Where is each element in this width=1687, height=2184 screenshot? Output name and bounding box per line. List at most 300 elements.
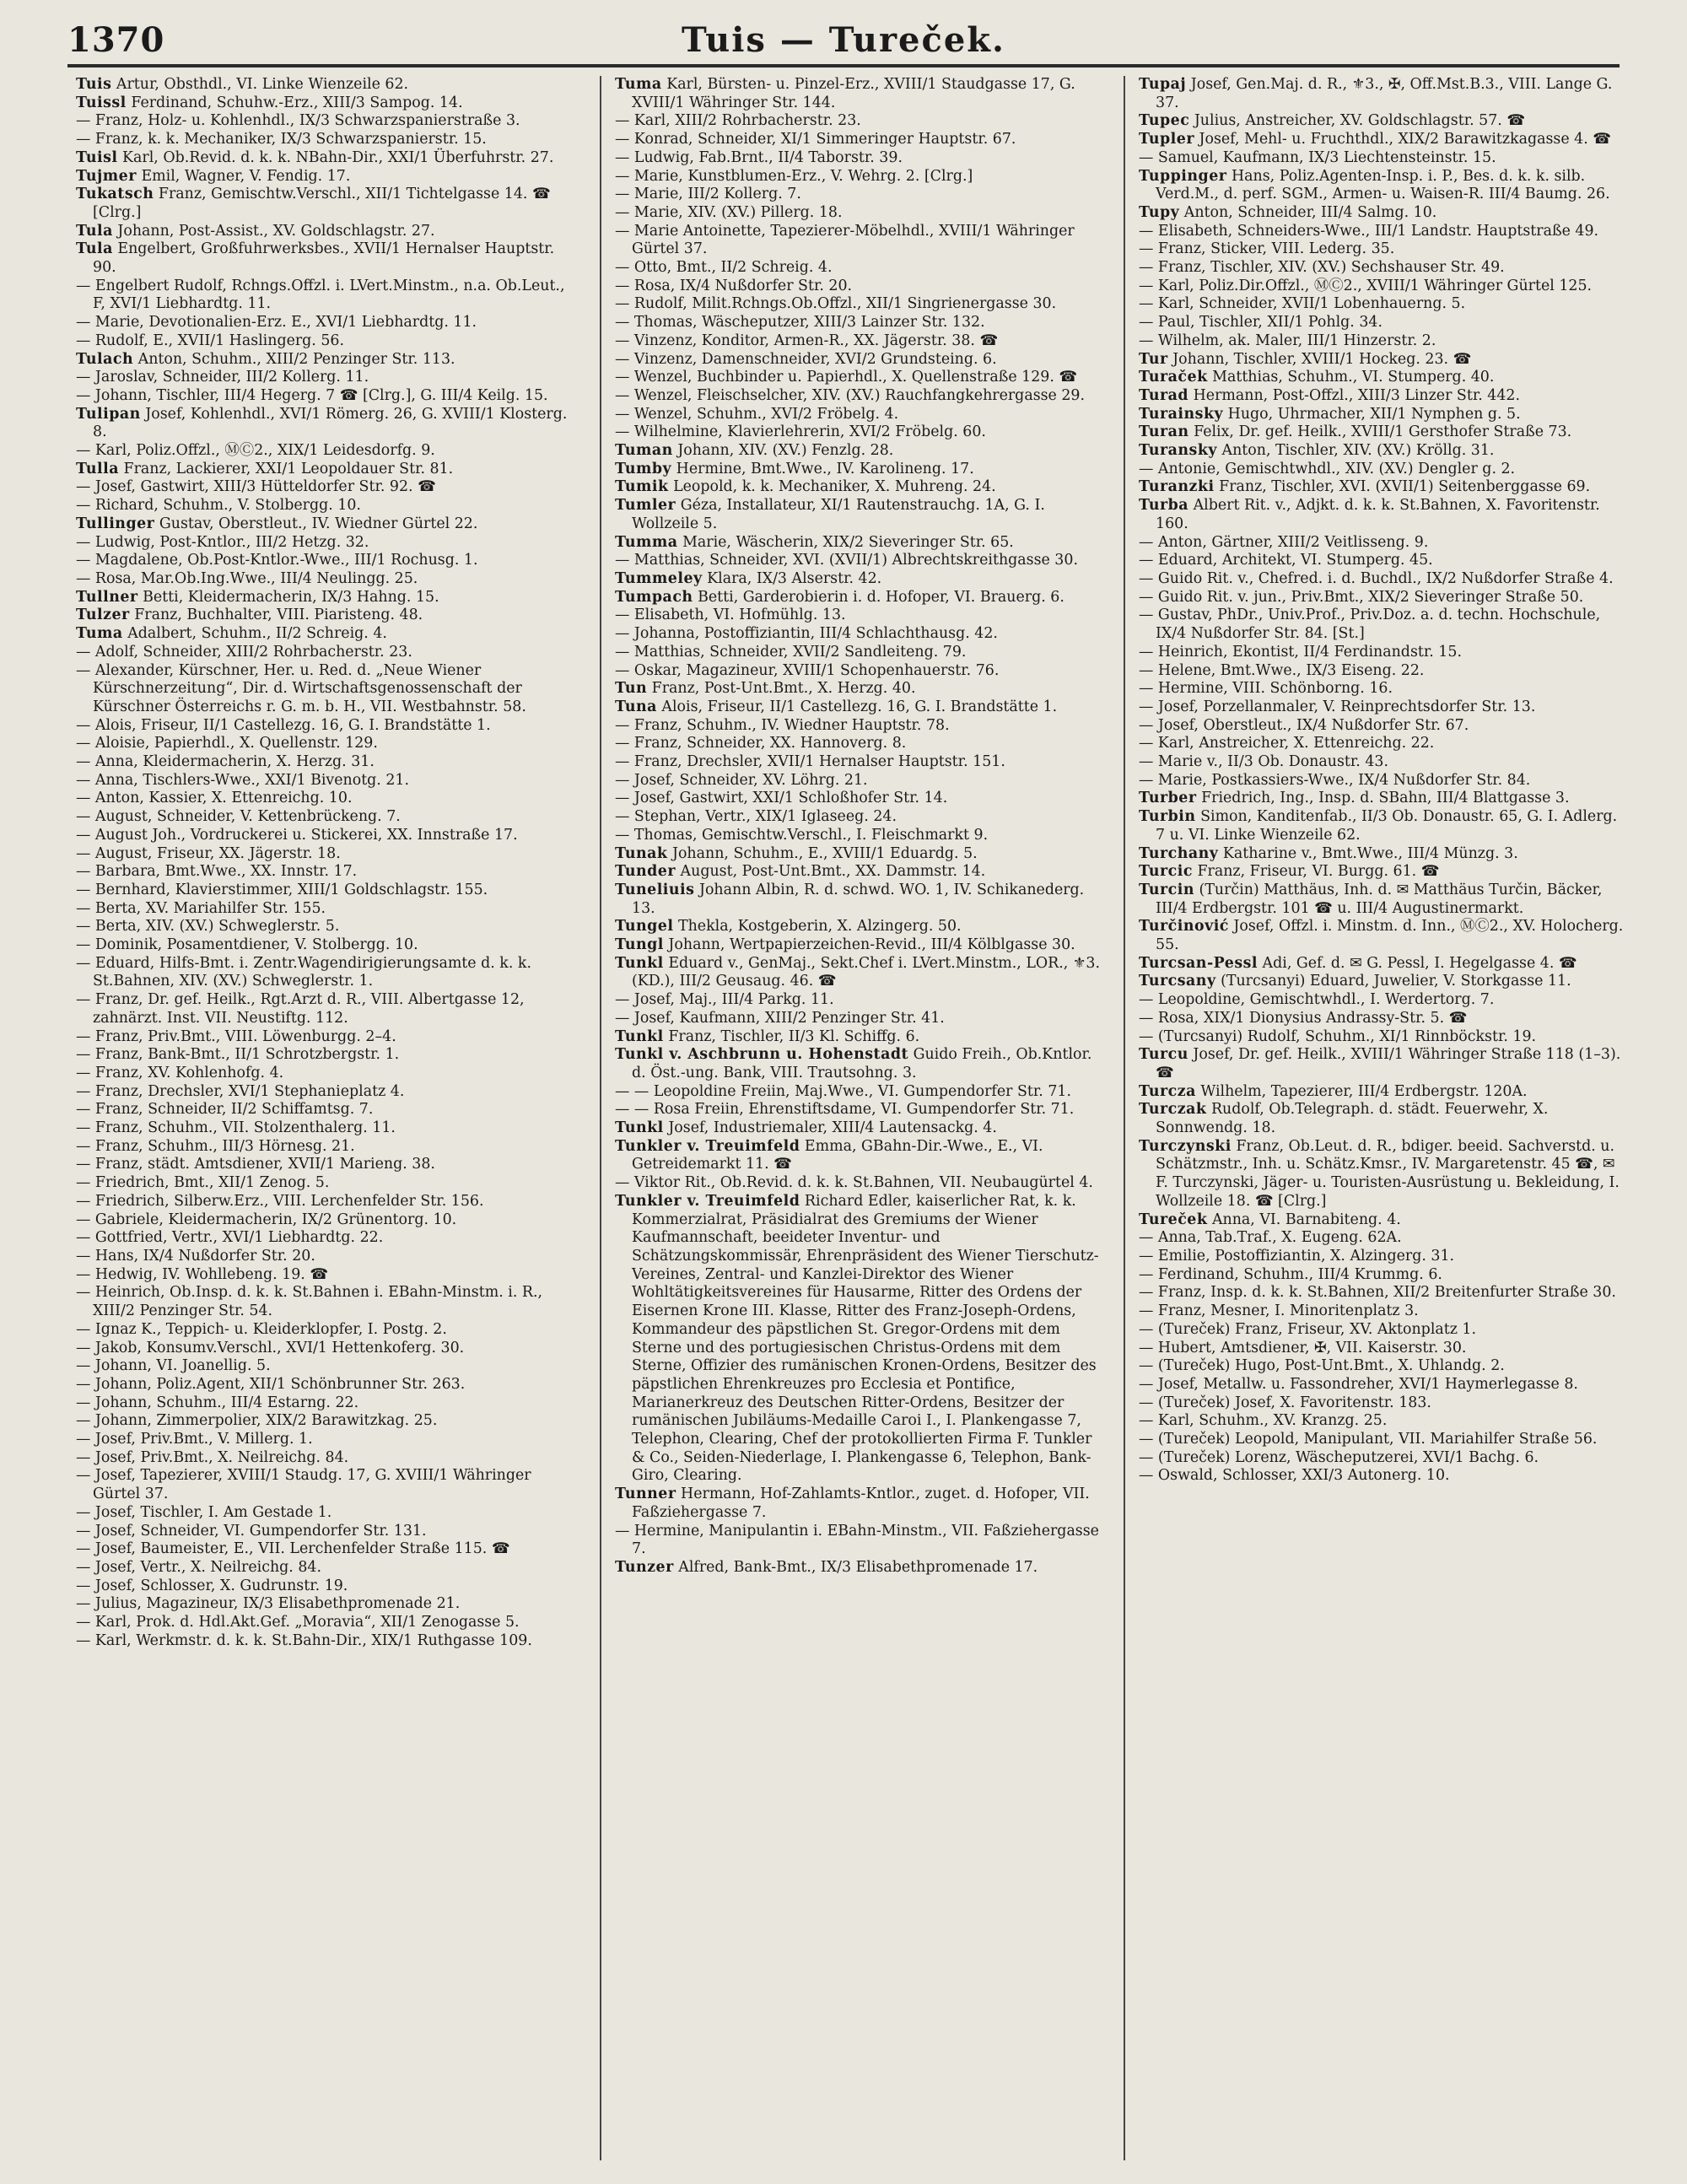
directory-entry [615, 1028, 1100, 1047]
directory-entry [615, 442, 1100, 461]
entry-surname: Tunkl [615, 954, 664, 972]
directory-entry [615, 1010, 1100, 1028]
entry-surname: Turainsky [1139, 405, 1224, 423]
entry-text: Johann, Wertpapierzeichen-Revid., III/4 Kölblgasse 30. [663, 936, 1075, 954]
directory-entry [1139, 735, 1624, 753]
entry-text: Wilhelm, Tapezierer, III/4 Erdbergstr. 120A. [1195, 1082, 1528, 1100]
entry-text: — Anton, Kassier, X. Ettenreichg. 10. [76, 790, 353, 807]
directory-entry [1139, 259, 1624, 278]
directory-entry [76, 1614, 576, 1632]
directory-entry [76, 387, 576, 406]
entry-text: — Josef, Metallw. u. Fassondreher, XVI/1 Haymerlegasse 8. [1139, 1375, 1578, 1393]
entry-text: — Ludwig, Fab.Brnt., II/4 Taborstr. 39. [615, 148, 903, 166]
directory-entry [615, 112, 1100, 131]
entry-text: — Josef, Tischler, I. Am Gestade 1. [76, 1503, 332, 1521]
directory-entry [76, 607, 576, 625]
entry-text: Franz, Friseur, VI. Burgg. 61. ☎ [1192, 863, 1440, 881]
entry-text: — Hubert, Amtsdiener, ✠, VII. Kaiserstr. 30. [1139, 1339, 1467, 1356]
entry-surname: Tunak [615, 844, 668, 862]
directory-entry [76, 936, 576, 955]
entry-text: — Berta, XIV. (XV.) Schweglerstr. 5. [76, 918, 340, 936]
directory-entry [615, 314, 1100, 332]
directory-entry [1139, 808, 1624, 844]
entry-text: Josef, Kohlenhdl., XVI/1 Römerg. 26, G. XVIII/1 Klosterg. 8. [93, 405, 568, 441]
entry-text: Johann, XIV. (XV.) Fenzlg. 28. [672, 442, 894, 460]
directory-entry [615, 863, 1100, 882]
entry-text: — Hermine, VIII. Schönborng. 16. [1139, 680, 1393, 698]
entry-surname: Turcin [1139, 881, 1194, 898]
directory-entry [1139, 461, 1624, 479]
entry-text: — Ludwig, Post-Kntlor., III/2 Hetzg. 32. [76, 533, 369, 551]
entry-text: — Engelbert Rudolf, Rchngs.Offzl. i. LVert.Minstm., n.a. Ob.Leut., F, XVI/1 Liebhardtg. 11. [76, 277, 565, 313]
directory-entry [1139, 1101, 1624, 1137]
entry-text: — Wenzel, Schuhm., XVI/2 Fröbelg. 4. [615, 405, 899, 423]
directory-entry [76, 112, 576, 131]
entry-surname: Tupec [1139, 112, 1190, 130]
entry-text: Franz, Tischler, II/3 Kl. Schiffg. 6. [663, 1027, 920, 1045]
entry-text: — (Tureček) Franz, Friseur, XV. Aktonplatz 1. [1139, 1320, 1477, 1338]
directory-entry [615, 168, 1100, 186]
entry-text: — Samuel, Kaufmann, IX/3 Liechtensteinstr. 15. [1139, 148, 1496, 166]
entry-text: — Oskar, Magazineur, XVIII/1 Schopenhauerstr. 76. [615, 661, 1000, 679]
directory-entry [615, 955, 1100, 991]
directory-entry [1139, 882, 1624, 918]
entry-text: — Gabriele, Kleidermacherin, IX/2 Grünentorg. 10. [76, 1211, 457, 1228]
directory-entry [76, 369, 576, 387]
entry-text: — Helene, Bmt.Wwe., IX/3 Eiseng. 22. [1139, 661, 1425, 679]
directory-entry [76, 1266, 576, 1285]
entry-text: Franz, Ob.Leut. d. R., bdiger. beeid. Sachverstd. u. Schätzmstr., Inh. u. Schätz.Kmsr., IV. Margaretenstr. 45 ☎, ✉ F. Turczynski, Jäger- u. Touristen-Ausrüstung u. Bekleidung, I. Wollzeile 18. ☎ [Clrg.] [1156, 1137, 1620, 1210]
page-number: 1370 [67, 19, 165, 60]
directory-entry [1139, 387, 1624, 406]
entry-surname: Tuis [76, 76, 112, 93]
entry-text: — Anna, Tab.Traf., X. Eugeng. 62A. [1139, 1229, 1402, 1247]
entry-text: — Guido Rit. v., Chefred. i. d. Buchdl., IX/2 Nußdorfer Straße 4. [1139, 569, 1614, 587]
entry-text: Josef, Industriemaler, XIII/4 Lautensackg. 4. [663, 1119, 997, 1137]
directory-entry [615, 534, 1100, 553]
entry-text: — — Leopoldine Freiin, Maj.Wwe., VI. Gumpendorfer Str. 71. [615, 1082, 1072, 1100]
directory-entry [1139, 149, 1624, 168]
entry-surname: Turber [1139, 790, 1197, 807]
directory-entry [76, 900, 576, 919]
directory-entry [1139, 1229, 1624, 1248]
entry-text: — Thomas, Wäscheputzer, XIII/3 Lainzer Str. 132. [615, 314, 985, 332]
entry-text: — Heinrich, Ekontist, II/4 Ferdinandstr. 15. [1139, 643, 1462, 661]
directory-entry [76, 1376, 576, 1394]
directory-entry [76, 314, 576, 332]
header-rule [67, 64, 1620, 67]
directory-entry [1139, 570, 1624, 589]
entry-text: — Guido Rit. v. jun., Priv.Bmt., XIX/2 Sieveringer Straße 50. [1139, 588, 1584, 606]
directory-entry [1139, 442, 1624, 461]
entry-surname: Turbin [1139, 808, 1196, 826]
directory-entry [76, 589, 576, 607]
running-head: Tuis — Tureček. [682, 19, 1005, 60]
entry-text: — Karl, Prok. d. Hdl.Akt.Gef. „Moravia“, XII/1 Zenogasse 5. [76, 1614, 520, 1631]
directory-entry [76, 76, 576, 94]
directory-entry [76, 918, 576, 936]
directory-entry [615, 1101, 1100, 1119]
directory-entry [615, 295, 1100, 314]
directory-entry [1139, 1266, 1624, 1285]
entry-text: — Marie, Postkassiers-Wwe., IX/4 Nußdorfer Str. 84. [1139, 771, 1531, 789]
entry-text: — Rosa, IX/4 Nußdorfer Str. 20. [615, 277, 853, 294]
directory-entry [1139, 717, 1624, 736]
entry-text: — Johann, Schuhm., III/4 Estarng. 22. [76, 1394, 359, 1411]
entry-text: — Antonie, Gemischtwhdl., XIV. (XV.) Dengler g. 2. [1139, 460, 1516, 477]
entry-text: Johann, Tischler, XVIII/1 Hockeg. 23. ☎ [1167, 350, 1472, 368]
entry-text: — Marie, Kunstblumen-Erz., V. Wehrg. 2. [Clrg.] [615, 167, 973, 185]
entry-text: — August, Schneider, V. Kettenbrückeng. 7. [76, 808, 401, 826]
entry-text: (Turčin) Matthäus, Inh. d. ✉ Matthäus Turčin, Bäcker, III/4 Erdbergstr. 101 ☎ u. III/4 Augustinermarkt. [1156, 881, 1603, 917]
entry-text: — Franz, Schneider, XX. Hannoverg. 8. [615, 735, 907, 752]
entry-text: Thekla, Kostgeberin, X. Alzingerg. 50. [673, 918, 962, 936]
entry-text: Anton, Schuhm., XIII/2 Penzinger Str. 113. [133, 350, 455, 368]
entry-surname: Tupler [1139, 131, 1194, 148]
directory-entry [1139, 863, 1624, 882]
entry-surname: Tunzer [615, 1558, 674, 1576]
entry-text: — Eduard, Architekt, VI. Stumperg. 45. [1139, 552, 1433, 569]
entry-text: — Gustav, PhDr., Univ.Prof., Priv.Doz. a. d. techn. Hochschule, IX/4 Nußdorfer Str. 84. [St.] [1139, 607, 1601, 643]
directory-entry [76, 351, 576, 369]
entry-text: — Josef, Schneider, XV. Löhrg. 21. [615, 771, 868, 789]
entry-text: Josef, Mehl- u. Fruchthdl., XIX/2 Barawitzkagasse 4. ☎ [1194, 131, 1611, 148]
entry-text: — Franz, Bank-Bmt., II/1 Schrotzbergstr. 1. [76, 1046, 400, 1064]
entry-text: Josef, Gen.Maj. d. R., ⚜3., ✠, Off.Mst.B.3., VIII. Lange G. 37. [1156, 76, 1613, 111]
entry-text: Anton, Schneider, III/4 Salmg. 10. [1179, 203, 1437, 221]
directory-entry [76, 1248, 576, 1266]
directory-entry [1139, 223, 1624, 241]
entry-text: — Karl, Anstreicher, X. Ettenreichg. 22. [1139, 735, 1435, 752]
directory-entry [76, 717, 576, 736]
entry-surname: Tungel [615, 918, 674, 936]
entry-text: — Oswald, Schlosser, XXI/3 Autonerg. 10. [1139, 1467, 1450, 1485]
entry-text: Katharine v., Bmt.Wwe., III/4 Münzg. 3. [1218, 844, 1518, 862]
directory-entry [615, 387, 1100, 406]
directory-entry [1139, 698, 1624, 717]
entry-surname: Turczynski [1139, 1137, 1232, 1155]
entry-text: — Franz, Schuhm., VII. Stolzenthalerg. 11. [76, 1119, 396, 1137]
entry-surname: Turanzki [1139, 478, 1215, 496]
directory-entry [76, 168, 576, 186]
directory-entry [1139, 497, 1624, 533]
directory-entry [1139, 1412, 1624, 1431]
entry-surname: Tunkl [615, 1119, 664, 1137]
entry-text: — (Turcsanyi) Rudolf, Schuhm., XI/1 Rinnböckstr. 19. [1139, 1027, 1537, 1045]
directory-entry [615, 1193, 1100, 1486]
directory-entry [615, 351, 1100, 369]
directory-entry [76, 1467, 576, 1503]
entry-text: — Friedrich, Bmt., XII/1 Zenog. 5. [76, 1174, 330, 1192]
directory-entry [615, 570, 1100, 589]
directory-entry [1139, 918, 1624, 954]
directory-entry [76, 1504, 576, 1523]
entry-text: — Rosa, XIX/1 Dionysius Andrassy-Str. 5. ☎ [1139, 1009, 1468, 1027]
entry-surname: Turcic [1139, 863, 1193, 881]
directory-entry [615, 76, 1100, 112]
entry-text: — Elisabeth, VI. Hofmühlg. 13. [615, 607, 846, 624]
entry-text: — (Tureček) Leopold, Manipulant, VII. Mariahilfer Straße 56. [1139, 1431, 1598, 1448]
entry-surname: Tulach [76, 350, 134, 368]
entry-surname: Tuma [615, 76, 662, 93]
entry-text: — Elisabeth, Schneiders-Wwe., III/1 Landstr. Hauptstraße 49. [1139, 222, 1599, 240]
entry-text: — Anna, Kleidermacherin, X. Herzg. 31. [76, 753, 375, 771]
directory-entry [615, 1174, 1100, 1193]
directory-entry [76, 94, 576, 113]
directory-entry [615, 882, 1100, 918]
entry-text: Gustav, Oberstleut., IV. Wiedner Gürtel 22. [154, 515, 478, 532]
entry-text: — Franz, Schneider, II/2 Schiffamtsg. 7. [76, 1101, 374, 1119]
entry-text: — Josef, Priv.Bmt., X. Neilreichg. 84. [76, 1448, 349, 1466]
entry-text: — August, Friseur, XX. Jägerstr. 18. [76, 844, 341, 862]
entry-surname: Tuma [76, 625, 123, 643]
directory-entry [76, 1559, 576, 1577]
directory-entry [1139, 1340, 1624, 1358]
entry-text: — Franz, Sticker, VIII. Lederg. 35. [1139, 240, 1395, 258]
directory-entry [615, 478, 1100, 497]
entry-text: — Franz, Mesner, I. Minoritenplatz 3. [1139, 1302, 1419, 1320]
directory-entry [615, 845, 1100, 864]
entry-text: Franz, Gemischtw.Verschl., XII/1 Tichtelgasse 14. ☎ [Clrg.] [93, 186, 551, 221]
directory-entry [76, 955, 576, 991]
directory-entry [1139, 369, 1624, 387]
entry-surname: Tujmer [76, 167, 137, 185]
directory-entry [615, 406, 1100, 424]
directory-entry [1139, 973, 1624, 991]
directory-entry [76, 1595, 576, 1614]
entry-text: Matthias, Schuhm., VI. Stumperg. 40. [1207, 369, 1495, 386]
entry-surname: Tukatsch [76, 186, 154, 203]
directory-entry [615, 808, 1100, 827]
directory-entry [1139, 240, 1624, 259]
entry-text: — Josef, Tapezierer, XVIII/1 Staudg. 17, G. XVIII/1 Währinger Gürtel 37. [76, 1467, 531, 1503]
directory-entry [1139, 1211, 1624, 1230]
entry-surname: Tulla [76, 460, 119, 477]
entry-text: — Josef, Baumeister, E., VII. Lerchenfelder Straße 115. ☎ [76, 1540, 510, 1558]
entry-text: — Josef, Oberstleut., IX/4 Nußdorfer Str. 67. [1139, 716, 1469, 734]
directory-entry [615, 259, 1100, 278]
entry-text: — Marie v., II/3 Ob. Donaustr. 43. [1139, 753, 1388, 771]
entry-text: — Wilhelm, ak. Maler, III/1 Hinzerstr. 2. [1139, 332, 1436, 349]
entry-text: — Hans, IX/4 Nußdorfer Str. 20. [76, 1248, 315, 1265]
directory-entry [615, 1559, 1100, 1577]
directory-entry [76, 1284, 576, 1320]
directory-entry [615, 772, 1100, 790]
entry-text: — Josef, Priv.Bmt., V. Millerg. 1. [76, 1431, 313, 1448]
entry-text: — Anton, Gärtner, XIII/2 Veitlisseng. 9. [1139, 533, 1429, 551]
directory-entry [76, 1028, 576, 1047]
directory-entry [615, 644, 1100, 662]
entry-surname: Tumma [615, 533, 678, 551]
directory-entry [1139, 1376, 1624, 1394]
directory-entry [1139, 534, 1624, 553]
entry-text: — Josef, Kaufmann, XIII/2 Penzinger Str. 41. [615, 1009, 945, 1027]
directory-entry [76, 461, 576, 479]
directory-entry [615, 827, 1100, 845]
entry-surname: Tuissl [76, 94, 127, 111]
entry-text: — Barbara, Bmt.Wwe., XX. Innstr. 17. [76, 863, 358, 881]
entry-text: Hermann, Post-Offzl., XIII/3 Linzer Str. 442. [1188, 386, 1521, 404]
entry-text: — Karl, Poliz.Offzl., ⓂⒸ2., XIX/1 Leidesdorfg. 9. [76, 442, 435, 460]
entry-text: — Dominik, Posamentdiener, V. Stolbergg. 10. [76, 936, 418, 954]
entry-surname: Turcsan-Pessl [1139, 954, 1259, 972]
directory-entry [615, 1486, 1100, 1522]
directory-entry [615, 552, 1100, 570]
directory-entry [615, 131, 1100, 149]
entry-text: — Karl, Schuhm., XV. Kranzg. 25. [1139, 1412, 1388, 1430]
entry-text: — Franz, XV. Kohlenhofg. 4. [76, 1064, 284, 1081]
directory-entry [76, 863, 576, 882]
entry-text: Klara, IX/3 Alserstr. 42. [702, 569, 882, 587]
entry-text: — Richard, Schuhm., V. Stolbergg. 10. [76, 497, 361, 515]
entry-text: Betti, Kleidermacherin, IX/3 Hahng. 15. [137, 588, 439, 606]
directory-entry [76, 1449, 576, 1468]
directory-entry [615, 186, 1100, 204]
entry-text: Hugo, Uhrmacher, XII/1 Nymphen g. 5. [1223, 405, 1521, 423]
directory-entry [1139, 1431, 1624, 1449]
entry-text: Franz, Post-Unt.Bmt., X. Herzg. 40. [647, 680, 916, 698]
entry-text: Karl, Ob.Revid. d. k. k. NBahn-Dir., XXI/1 Überfuhrstr. 27. [117, 148, 554, 166]
directory-entry [76, 991, 576, 1027]
entry-text: — Franz, Drechsler, XVI/1 Stephanieplatz 4. [76, 1082, 405, 1100]
entry-text: — Hedwig, IV. Wohllebeng. 19. ☎ [76, 1265, 329, 1283]
entry-surname: Tunkler v. Treuimfeld [615, 1137, 800, 1155]
directory-columns [76, 76, 1624, 2160]
directory-entry [1139, 589, 1624, 607]
entry-text: — Wilhelmine, Klavierlehrerin, XVI/2 Fröbelg. 60. [615, 423, 986, 441]
entry-surname: Tunkl [615, 1027, 664, 1045]
entry-text: Géza, Installateur, XI/1 Rautenstrauchg. 1A, G. I. Wollzeile 5. [632, 497, 1045, 532]
entry-text: Albert Rit. v., Adjkt. d. k. k. St.Bahnen, X. Favoritenstr. 160. [1156, 497, 1600, 532]
directory-entry [615, 991, 1100, 1010]
entry-surname: Tuna [615, 698, 657, 715]
entry-text: Josef, Dr. gef. Heilk., XVIII/1 Währinger Straße 118 (1–3). ☎ [1156, 1046, 1621, 1081]
entry-text: — Josef, Schneider, VI. Gumpendorfer Str. 131. [76, 1522, 427, 1540]
entry-text: Leopold, k. k. Mechaniker, X. Muhreng. 24. [668, 478, 996, 496]
directory-entry [76, 1138, 576, 1157]
directory-entry [76, 534, 576, 553]
directory-entry [615, 607, 1100, 625]
directory-entry [76, 644, 576, 662]
directory-entry [615, 1138, 1100, 1174]
entry-text: Friedrich, Ing., Insp. d. SBahn, III/4 Blattgasse 3. [1196, 790, 1570, 807]
directory-entry [1139, 1357, 1624, 1376]
directory-entry [76, 186, 576, 222]
entry-text: — Leopoldine, Gemischtwhdl., I. Werdertorg. 7. [1139, 991, 1495, 1009]
directory-entry [615, 918, 1100, 936]
directory-entry [1139, 991, 1624, 1010]
directory-entry [1139, 1284, 1624, 1302]
entry-text: Johann Albin, R. d. schwd. WO. 1, IV. Schikanederg. 13. [632, 881, 1085, 917]
entry-surname: Tunner [615, 1486, 676, 1503]
entry-text: — Karl, Poliz.Dir.Offzl., ⓂⒸ2., XVIII/1 Währinger Gürtel 125. [1139, 277, 1593, 294]
entry-text: Engelbert, Großfuhrwerksbes., XVII/1 Hernalser Hauptstr. 90. [93, 240, 555, 277]
entry-text: — Paul, Tischler, XII/1 Pohlg. 34. [1139, 314, 1383, 332]
entry-text: Anna, VI. Barnabiteng. 4. [1207, 1211, 1401, 1228]
directory-entry [76, 1193, 576, 1211]
entry-text: — Eduard, Hilfs-Bmt. i. Zentr.Wagendirigierungsamte d. k. k. St.Bahnen, XIV. (XV.) Schweglerstr. 1. [76, 954, 531, 990]
entry-surname: Tunder [615, 863, 676, 881]
directory-entry [1139, 1046, 1624, 1082]
entry-surname: Tungl [615, 936, 664, 954]
directory-entry [76, 1540, 576, 1559]
directory-entry [1139, 295, 1624, 314]
entry-text: Ferdinand, Schuhw.-Erz., XIII/3 Sampog. 14. [126, 94, 463, 111]
entry-surname: Tuneliuis [615, 881, 695, 898]
entry-text: — (Tureček) Hugo, Post-Unt.Bmt., X. Uhlandg. 2. [1139, 1357, 1505, 1375]
directory-entry [76, 478, 576, 497]
entry-text: — Stephan, Vertr., XIX/1 Iglaseeg. 24. [615, 808, 897, 826]
directory-entry [1139, 1248, 1624, 1266]
entry-text: — Heinrich, Ob.Insp. d. k. k. St.Bahnen i. EBahn-Minstm. i. R., XIII/2 Penzinger Str. 54. [76, 1284, 543, 1320]
directory-entry [1139, 1028, 1624, 1047]
entry-text: — Friedrich, Silberw.Erz., VIII. Lerchenfelder Str. 156. [76, 1192, 484, 1210]
entry-text: August, Post-Unt.Bmt., XX. Dammstr. 14. [676, 863, 986, 881]
directory-entry [615, 698, 1100, 717]
directory-entry [615, 1119, 1100, 1138]
directory-entry [1139, 1302, 1624, 1321]
entry-text: — Alois, Friseur, II/1 Castellezg. 16, G. I. Brandstätte 1. [76, 716, 491, 734]
entry-text: (Turcsanyi) Eduard, Juwelier, V. Storkgasse 11. [1215, 973, 1571, 990]
directory-entry [615, 753, 1100, 772]
directory-entry [76, 827, 576, 845]
directory-entry [76, 1229, 576, 1248]
entry-surname: Turchany [1139, 844, 1219, 862]
directory-entry [615, 461, 1100, 479]
directory-entry [76, 497, 576, 515]
entry-text: — Emilie, Postoffiziantin, X. Alzingerg. 31. [1139, 1248, 1455, 1265]
entry-text: — Franz, k. k. Mechaniker, IX/3 Schwarzspanierstr. 15. [76, 131, 487, 148]
entry-text: — Julius, Magazineur, IX/3 Elisabethpromenade 21. [76, 1595, 461, 1613]
entry-text: Richard Edler, kaiserlicher Rat, k. k. Kommerzialrat, Präsidialrat des Gremiums der Wiener Kaufmannschaft, beeideter Inventur- und Schätzungskommissär, Ehrenpräsident des Wiener Tierschutz-Vereines, Zentral- und Kanzlei-Direktor des Wiener Wohltätigkeitsvereines für Hausarme, Ritter des Ordens der Eisernen Krone III. Klasse, Ritter des Franz-Joseph-Ordens, Kommandeur des päpstlichen St. Gregor-Ordens mit dem Sterne und des portugiesischen Christus-Ordens mit dem Sterne, Offizier des rumänischen Kronen-Ordens, Besitzer des päpstlichen Ehrenkreuzes pro Ecclesia et Pontifice, Marianerkreuz des Deutschen Ritter-Ordens, Besitzer der rumänischen Jubiläums-Medaille Caroi I., I. Plankengasse 7, Telephon, Clearing, Chef der protokollierten Firma F. Tunkler & Co., Seiden-Niederlage, I. Plankengasse 6, Telephon, Bank-Giro, Clearing. [632, 1192, 1099, 1485]
directory-entry [615, 589, 1100, 607]
entry-text: — Franz, Insp. d. k. k. St.Bahnen, XII/2 Breitenfurter Straße 30. [1139, 1284, 1616, 1302]
directory-entry [1139, 406, 1624, 424]
directory-entry [76, 845, 576, 864]
directory-entry [615, 278, 1100, 296]
entry-text: — Franz, städt. Amtsdiener, XVII/1 Marieng. 38. [76, 1156, 435, 1173]
directory-entry [615, 1523, 1100, 1559]
entry-surname: Tuman [615, 442, 673, 460]
entry-text: Franz, Buchhalter, VIII. Piaristeng. 48. [129, 607, 423, 624]
directory-entry [76, 1065, 576, 1083]
entry-surname: Tur [1139, 350, 1168, 368]
directory-entry [615, 1046, 1100, 1082]
entry-text: Emil, Wagner, V. Fendig. 17. [136, 167, 351, 185]
entry-text: — Wenzel, Fleischselcher, XIV. (XV.) Rauchfangkehrergasse 29. [615, 386, 1086, 404]
entry-text: Artur, Obsthdl., VI. Linke Wienzeile 62. [111, 76, 409, 93]
entry-text: — Marie, XIV. (XV.) Pillerg. 18. [615, 203, 843, 221]
entry-surname: Tureček [1139, 1211, 1208, 1228]
entry-text: Simon, Kanditenfab., II/3 Ob. Donaustr. 65, G. I. Adlerg. 7 u. VI. Linke Wienzeile 62. [1156, 808, 1618, 844]
directory-entry [76, 625, 576, 644]
entry-text: — — Rosa Freiin, Ehrenstiftsdame, VI. Gumpendorfer Str. 71. [615, 1101, 1075, 1119]
entry-text: — Adolf, Schneider, XIII/2 Rohrbacherstr. 23. [76, 643, 412, 661]
entry-surname: Tun [615, 680, 648, 698]
entry-text: — (Tureček) Lorenz, Wäscheputzerei, XVI/1 Bachg. 6. [1139, 1448, 1539, 1466]
entry-surname: Tumler [615, 497, 676, 515]
entry-surname: Turan [1139, 423, 1189, 441]
directory-entry [76, 1577, 576, 1596]
directory-entry [76, 1119, 576, 1138]
column-1 [76, 76, 576, 2160]
directory-entry [1139, 790, 1624, 808]
entry-text: — Bernhard, Klavierstimmer, XIII/1 Goldschlagstr. 155. [76, 881, 488, 898]
directory-entry [1139, 314, 1624, 332]
directory-entry [76, 442, 576, 461]
directory-entry [1139, 76, 1624, 112]
page-header [67, 19, 1620, 61]
